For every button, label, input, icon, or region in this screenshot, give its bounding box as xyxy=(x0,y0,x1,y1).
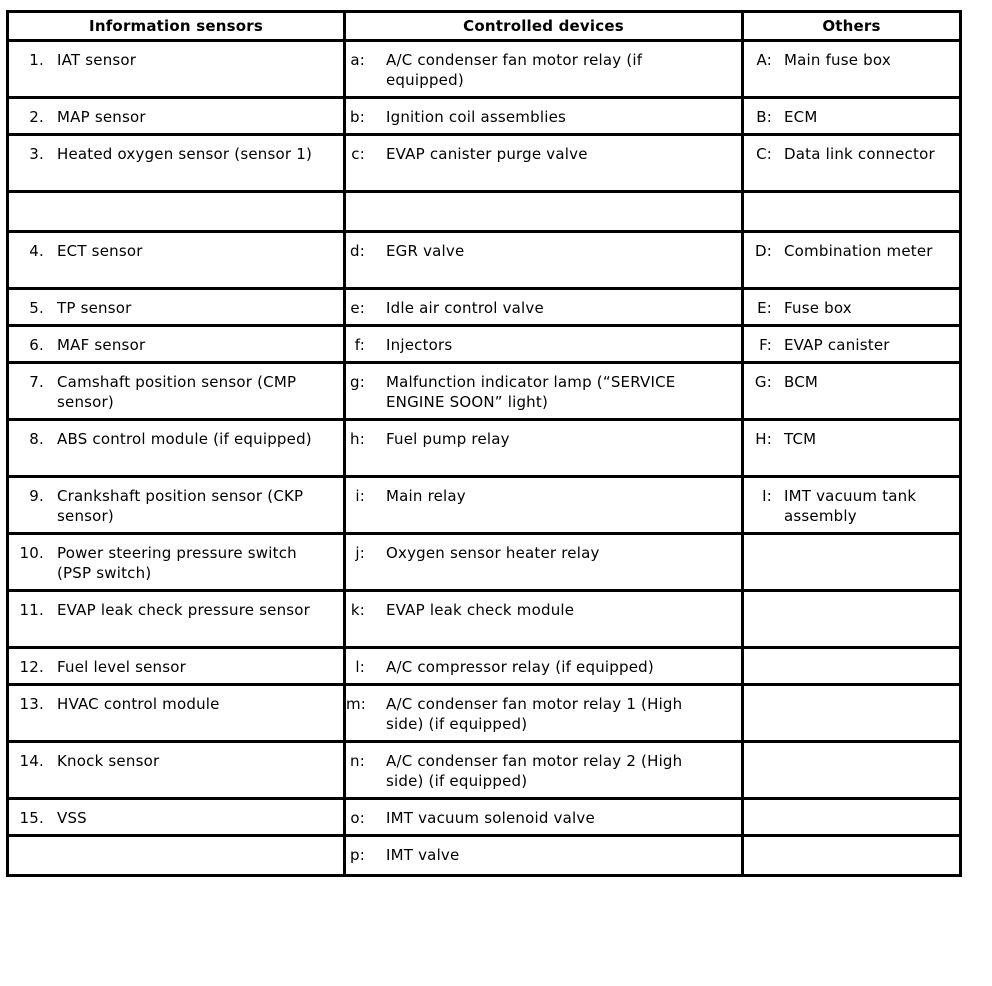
info-sensor-cell xyxy=(8,363,345,420)
others-cell xyxy=(743,799,961,836)
info-sensor-cell xyxy=(8,420,345,477)
table-row xyxy=(8,326,961,363)
item-label: ECT sensor xyxy=(57,242,143,260)
info-sensor-cell xyxy=(8,648,345,685)
item-number: 3. xyxy=(29,145,44,163)
item-label: BCM xyxy=(784,373,819,391)
item-number: E: xyxy=(757,299,772,317)
controlled-device-cell xyxy=(345,420,743,477)
item-number: H: xyxy=(755,430,772,448)
item-number: 13. xyxy=(19,695,44,713)
info-sensor-cell xyxy=(8,135,345,192)
item-label: A/C condenser fan motor relay (if equipped) xyxy=(386,51,643,89)
item-label: Power steering pressure switch (PSP switch) xyxy=(57,544,297,582)
item-number: G: xyxy=(754,373,772,391)
others-cell xyxy=(743,232,961,289)
item-label: IMT valve xyxy=(386,846,460,864)
item-label: Main relay xyxy=(386,487,466,505)
table-row xyxy=(8,477,961,534)
item-number: F: xyxy=(759,336,772,354)
item-label: IMT vacuum solenoid valve xyxy=(386,809,595,827)
item-label: Main fuse box xyxy=(784,51,891,69)
controlled-device-cell xyxy=(345,192,743,232)
header-information-sensors: Information sensors xyxy=(8,12,345,41)
item-label: EVAP canister xyxy=(784,336,890,354)
others-cell xyxy=(743,648,961,685)
controlled-device-cell xyxy=(345,742,743,799)
controlled-device-cell xyxy=(345,289,743,326)
item-number: 2. xyxy=(29,108,44,126)
controlled-device-cell xyxy=(345,98,743,135)
table-row xyxy=(8,591,961,648)
item-number: h: xyxy=(350,430,365,448)
item-label: VSS xyxy=(57,809,87,827)
others-cell xyxy=(743,420,961,477)
item-number: 11. xyxy=(19,601,44,619)
table-row xyxy=(8,289,961,326)
table-row xyxy=(8,363,961,420)
item-label: Malfunction indicator lamp (“SERVICE ENGINE SOON” light) xyxy=(386,373,676,411)
info-sensor-cell xyxy=(8,232,345,289)
item-label: A/C compressor relay (if equipped) xyxy=(386,658,654,676)
table-row xyxy=(8,836,961,876)
controlled-device-cell xyxy=(345,799,743,836)
header-others: Others xyxy=(743,12,961,41)
item-label: EGR valve xyxy=(386,242,465,260)
item-number: I: xyxy=(762,487,772,505)
item-label: A/C condenser fan motor relay 2 (High side) (if equipped) xyxy=(386,752,683,790)
item-number: 6. xyxy=(29,336,44,354)
item-number: m: xyxy=(346,695,367,713)
controlled-device-cell xyxy=(345,836,743,876)
controlled-device-cell xyxy=(345,363,743,420)
info-sensor-cell xyxy=(8,41,345,98)
item-number: 9. xyxy=(29,487,44,505)
item-number: c: xyxy=(351,145,365,163)
item-number: 1. xyxy=(29,51,44,69)
item-number: d: xyxy=(350,242,365,260)
item-number: l: xyxy=(355,658,365,676)
table-row xyxy=(8,41,961,98)
item-number: 4. xyxy=(29,242,44,260)
others-cell xyxy=(743,742,961,799)
item-label: Combination meter xyxy=(784,242,933,260)
table-row xyxy=(8,192,961,232)
item-label: HVAC control module xyxy=(57,695,220,713)
info-sensor-cell xyxy=(8,98,345,135)
item-label: Data link connector xyxy=(784,145,935,163)
item-number: 10. xyxy=(19,544,44,562)
item-label: Crankshaft position sensor (CKP sensor) xyxy=(57,487,304,525)
item-number: 8. xyxy=(29,430,44,448)
table-row xyxy=(8,742,961,799)
item-number: k: xyxy=(350,601,365,619)
others-cell xyxy=(743,534,961,591)
info-sensor-cell xyxy=(8,836,345,876)
table-row xyxy=(8,135,961,192)
info-sensor-cell xyxy=(8,192,345,232)
item-label: MAF sensor xyxy=(57,336,146,354)
item-number: 15. xyxy=(19,809,44,827)
item-label: EVAP leak check pressure sensor xyxy=(57,601,311,619)
table-row xyxy=(8,685,961,742)
parts-table xyxy=(6,10,962,877)
table-row xyxy=(8,232,961,289)
item-number: B: xyxy=(756,108,772,126)
controlled-device-cell xyxy=(345,685,743,742)
item-number: p: xyxy=(350,846,365,864)
info-sensor-cell xyxy=(8,742,345,799)
item-label: IAT sensor xyxy=(57,51,137,69)
table-row xyxy=(8,420,961,477)
item-label: TCM xyxy=(784,430,817,448)
header-controlled-devices: Controlled devices xyxy=(345,12,743,41)
item-number: j: xyxy=(355,544,365,562)
info-sensor-cell xyxy=(8,799,345,836)
item-number: n: xyxy=(350,752,365,770)
item-number: i: xyxy=(355,487,365,505)
controlled-device-cell xyxy=(345,232,743,289)
item-number: o: xyxy=(350,809,365,827)
item-label: ABS control module (if equipped) xyxy=(57,430,312,448)
item-number: 14. xyxy=(19,752,44,770)
others-cell xyxy=(743,326,961,363)
item-label: Idle air control valve xyxy=(386,299,544,317)
item-number: A: xyxy=(756,51,772,69)
others-cell xyxy=(743,41,961,98)
info-sensor-cell xyxy=(8,289,345,326)
controlled-device-cell xyxy=(345,326,743,363)
others-cell xyxy=(743,836,961,876)
controlled-device-cell xyxy=(345,591,743,648)
header-row xyxy=(8,12,961,41)
item-label: A/C condenser fan motor relay 1 (High side) (if equipped) xyxy=(386,695,683,733)
item-label: IMT vacuum tank assembly xyxy=(784,487,917,525)
item-label: MAP sensor xyxy=(57,108,146,126)
item-label: Fuel level sensor xyxy=(57,658,187,676)
table-row xyxy=(8,534,961,591)
others-cell xyxy=(743,98,961,135)
others-cell xyxy=(743,289,961,326)
info-sensor-cell xyxy=(8,685,345,742)
item-label: Injectors xyxy=(386,336,453,354)
others-cell xyxy=(743,192,961,232)
others-cell xyxy=(743,685,961,742)
item-label: Ignition coil assemblies xyxy=(386,108,567,126)
item-number: 7. xyxy=(29,373,44,391)
info-sensor-cell xyxy=(8,534,345,591)
item-number: f: xyxy=(354,336,365,354)
item-number: a: xyxy=(350,51,365,69)
item-number: D: xyxy=(754,242,772,260)
info-sensor-cell xyxy=(8,326,345,363)
controlled-device-cell xyxy=(345,648,743,685)
table-row xyxy=(8,98,961,135)
item-label: Fuse box xyxy=(784,299,852,317)
controlled-device-cell xyxy=(345,41,743,98)
item-label: Camshaft position sensor (CMP sensor) xyxy=(57,373,297,411)
info-sensor-cell xyxy=(8,477,345,534)
item-number: e: xyxy=(350,299,365,317)
others-cell xyxy=(743,477,961,534)
controlled-device-cell xyxy=(345,534,743,591)
controlled-device-cell xyxy=(345,477,743,534)
others-cell xyxy=(743,363,961,420)
item-number: C: xyxy=(756,145,772,163)
table-row xyxy=(8,799,961,836)
item-number: 12. xyxy=(19,658,44,676)
item-label: Heated oxygen sensor (sensor 1) xyxy=(57,145,312,163)
item-label: Oxygen sensor heater relay xyxy=(386,544,600,562)
item-label: EVAP leak check module xyxy=(386,601,575,619)
item-number: 5. xyxy=(29,299,44,317)
item-label: TP sensor xyxy=(57,299,132,317)
item-number: b: xyxy=(350,108,365,126)
item-label: Fuel pump relay xyxy=(386,430,510,448)
item-number: g: xyxy=(350,373,365,391)
table-row xyxy=(8,648,961,685)
info-sensor-cell xyxy=(8,591,345,648)
others-cell xyxy=(743,135,961,192)
item-label: ECM xyxy=(784,108,818,126)
item-label: Knock sensor xyxy=(57,752,160,770)
controlled-device-cell xyxy=(345,135,743,192)
others-cell xyxy=(743,591,961,648)
item-label: EVAP canister purge valve xyxy=(386,145,588,163)
